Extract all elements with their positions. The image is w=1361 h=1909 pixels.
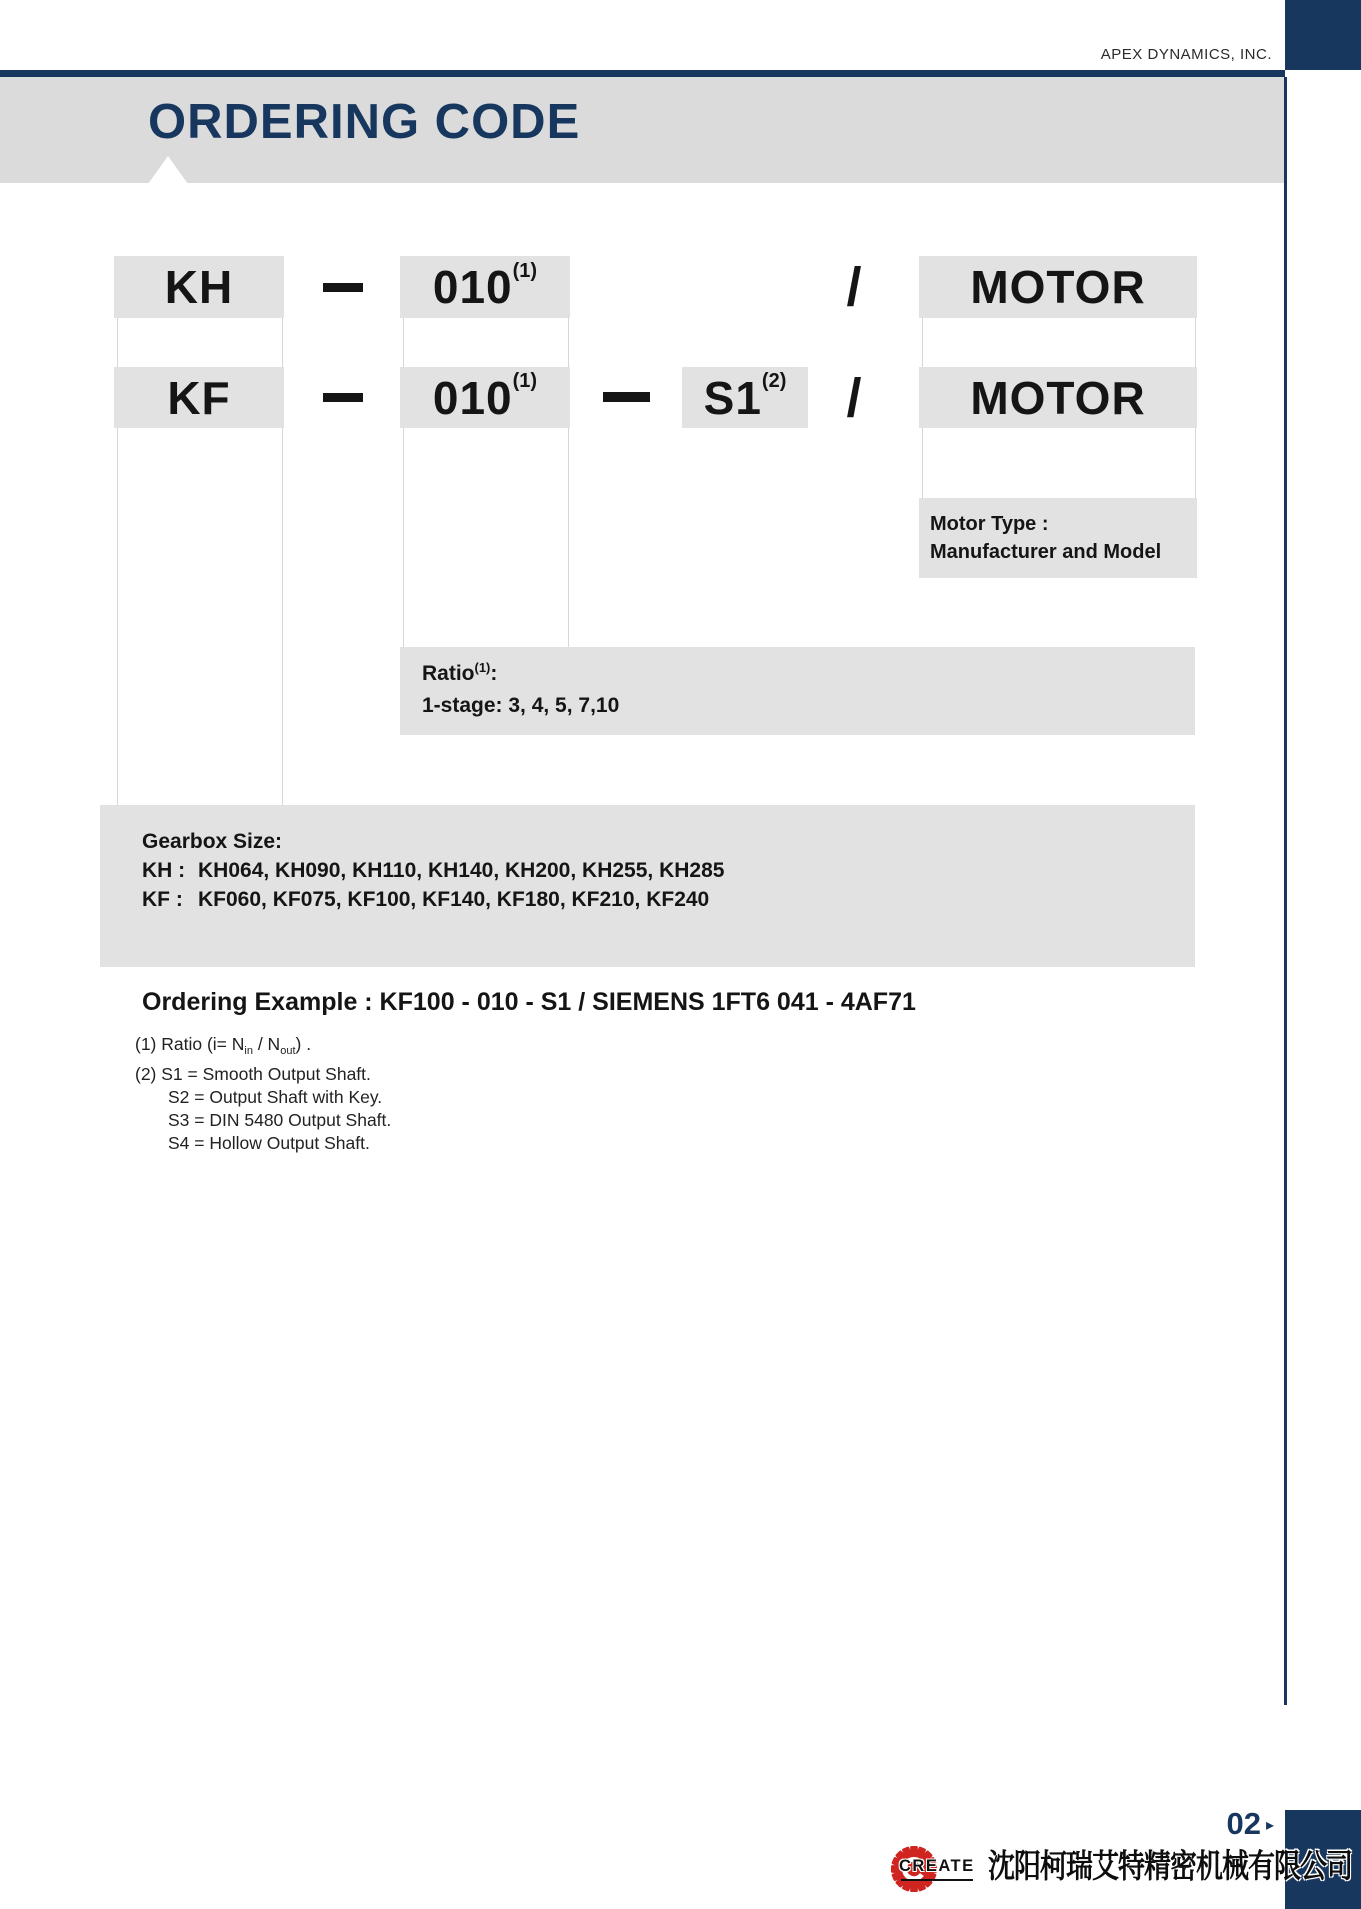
connector-ratio <box>403 318 569 368</box>
shaft-sup: (2) <box>761 370 787 392</box>
ratio-sup: (1) <box>512 259 538 282</box>
code-kf-label: KF <box>167 371 231 424</box>
code-kh-label: KH <box>164 261 234 313</box>
ratio-box-row2 <box>400 367 570 428</box>
ratio-code: 010 <box>432 371 513 424</box>
connector-ratio-note <box>403 428 569 647</box>
motor-type-line1: Motor Type : <box>930 513 1049 535</box>
gearbox-kh-list: KH064, KH090, KH110, KH140, KH200, KH255, KH285 <box>198 859 725 882</box>
logo-underline <box>901 1879 973 1881</box>
code-box-kf <box>114 367 284 428</box>
gearbox-kh-label: KH : <box>142 859 186 882</box>
dash-separator <box>323 393 363 402</box>
footnote-2-s3: S3 = DIN 5480 Output Shaft. <box>168 1110 392 1130</box>
slash-row2: / <box>846 368 862 428</box>
motor-box-row2 <box>919 367 1197 428</box>
shaft-label: S1 <box>703 371 762 424</box>
gearbox-kh-row <box>142 856 1195 885</box>
connector-kf-gearbox <box>117 428 283 805</box>
gearbox-kf-list: KF060, KF075, KF100, KF140, KF180, KF210, KF240 <box>198 888 710 911</box>
gearbox-kf-label: KF : <box>142 888 183 911</box>
connector-motor-type <box>922 428 1196 498</box>
ratio-sup: (1) <box>512 370 538 392</box>
footnote-2-s4: S4 = Hollow Output Shaft. <box>168 1133 370 1153</box>
dash-separator <box>323 283 363 292</box>
connector-motor <box>922 318 1196 367</box>
ratio-box-row1 <box>400 256 570 318</box>
ratio-note-box <box>400 647 1195 735</box>
right-vertical-rule <box>1284 77 1287 1705</box>
connector-kh-kf <box>117 318 283 367</box>
header-rule <box>0 70 1285 77</box>
create-logo <box>885 1845 980 1895</box>
gearbox-kf-row <box>142 885 1195 914</box>
ratio-note-line1: Ratio$^{(1)}$: <box>422 660 498 685</box>
code-box-kh <box>114 256 284 318</box>
gearbox-title: Gearbox Size: <box>142 830 283 853</box>
dash-separator <box>603 392 650 402</box>
motor-label: MOTOR <box>970 371 1146 424</box>
motor-label: MOTOR <box>970 261 1146 313</box>
page-arrow-icon: ▸ <box>1266 1817 1275 1834</box>
page-title: ORDERING CODE <box>148 95 581 149</box>
motor-type-box <box>919 498 1197 578</box>
ratio-code: 010 <box>432 261 513 313</box>
footnote-2: (2) S1 = Smooth Output Shaft. <box>135 1064 371 1084</box>
motor-box-row1 <box>919 256 1197 318</box>
company-name-cn: 沈阳柯瑞艾特精密机械有限公司 <box>988 1848 1352 1884</box>
ordering-example: Ordering Example : KF100 - 010 - S1 / SIEMENS 1FT6 041 - 4AF71 <box>142 988 916 1016</box>
slash-row1: / <box>846 257 862 317</box>
gearbox-size-box <box>100 805 1195 967</box>
footnote-1: (1) Ratio $(i= N_{in} / N_{out})$ . <box>135 1034 312 1057</box>
title-notch <box>148 156 188 184</box>
brand-text: APEX DYNAMICS, INC. <box>1100 46 1272 63</box>
page-number: 02 <box>1226 1806 1261 1841</box>
shaft-box-s1 <box>682 367 808 428</box>
create-logo-text: CREATE <box>899 1857 975 1875</box>
ratio-note-line2: 1-stage: 3, 4, 5, 7,10 <box>422 694 620 717</box>
motor-type-line2: Manufacturer and Model <box>930 541 1162 563</box>
footnote-2-s2: S2 = Output Shaft with Key. <box>168 1087 383 1107</box>
top-corner-block <box>1285 0 1361 70</box>
